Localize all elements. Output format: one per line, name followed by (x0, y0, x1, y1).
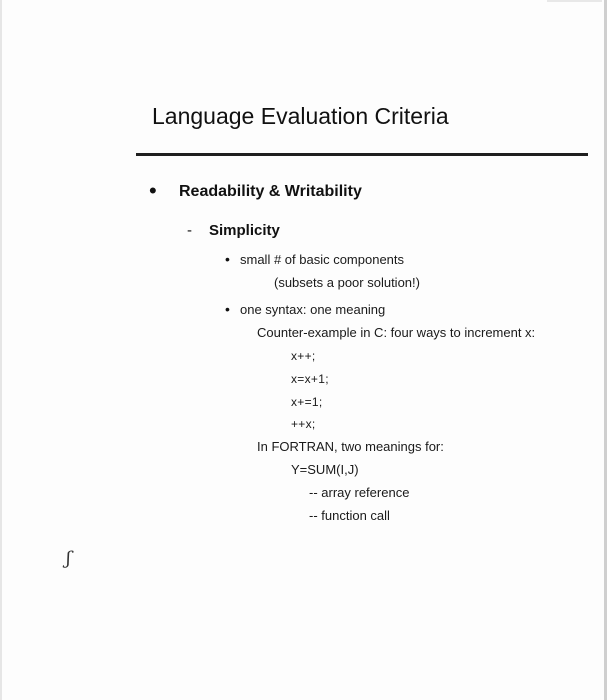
title-underline-rule (136, 153, 588, 156)
code-line: x+=1; (291, 395, 323, 409)
level1-bullet: • (149, 178, 157, 203)
list-item-text: small # of basic components (240, 252, 405, 267)
code-line: ++x; (291, 417, 316, 431)
subsection-heading: Simplicity (209, 222, 280, 239)
section-heading: Readability & Writability (179, 183, 362, 200)
counter-example-text: Counter-example in C: four ways to increment x: (257, 325, 536, 340)
fortran-expression: Y=SUM(I,J) (291, 462, 359, 477)
level3-bullet: • (225, 251, 230, 267)
code-line: x++; (291, 349, 316, 363)
list-item-text: one syntax: one meaning (240, 302, 386, 317)
page-title: Language Evaluation Criteria (152, 103, 449, 129)
code-line: x=x+1; (291, 372, 329, 386)
list-item-note: (subsets a poor solution!) (274, 275, 420, 290)
page-corner-mark (547, 0, 602, 6)
meaning-item: -- array reference (309, 485, 410, 500)
level3-bullet: • (225, 301, 230, 317)
handwritten-margin-mark: ʃ (66, 548, 71, 569)
meaning-item: -- function call (309, 508, 390, 523)
level2-dash: - (187, 222, 192, 239)
fortran-text: In FORTRAN, two meanings for: (257, 439, 444, 454)
